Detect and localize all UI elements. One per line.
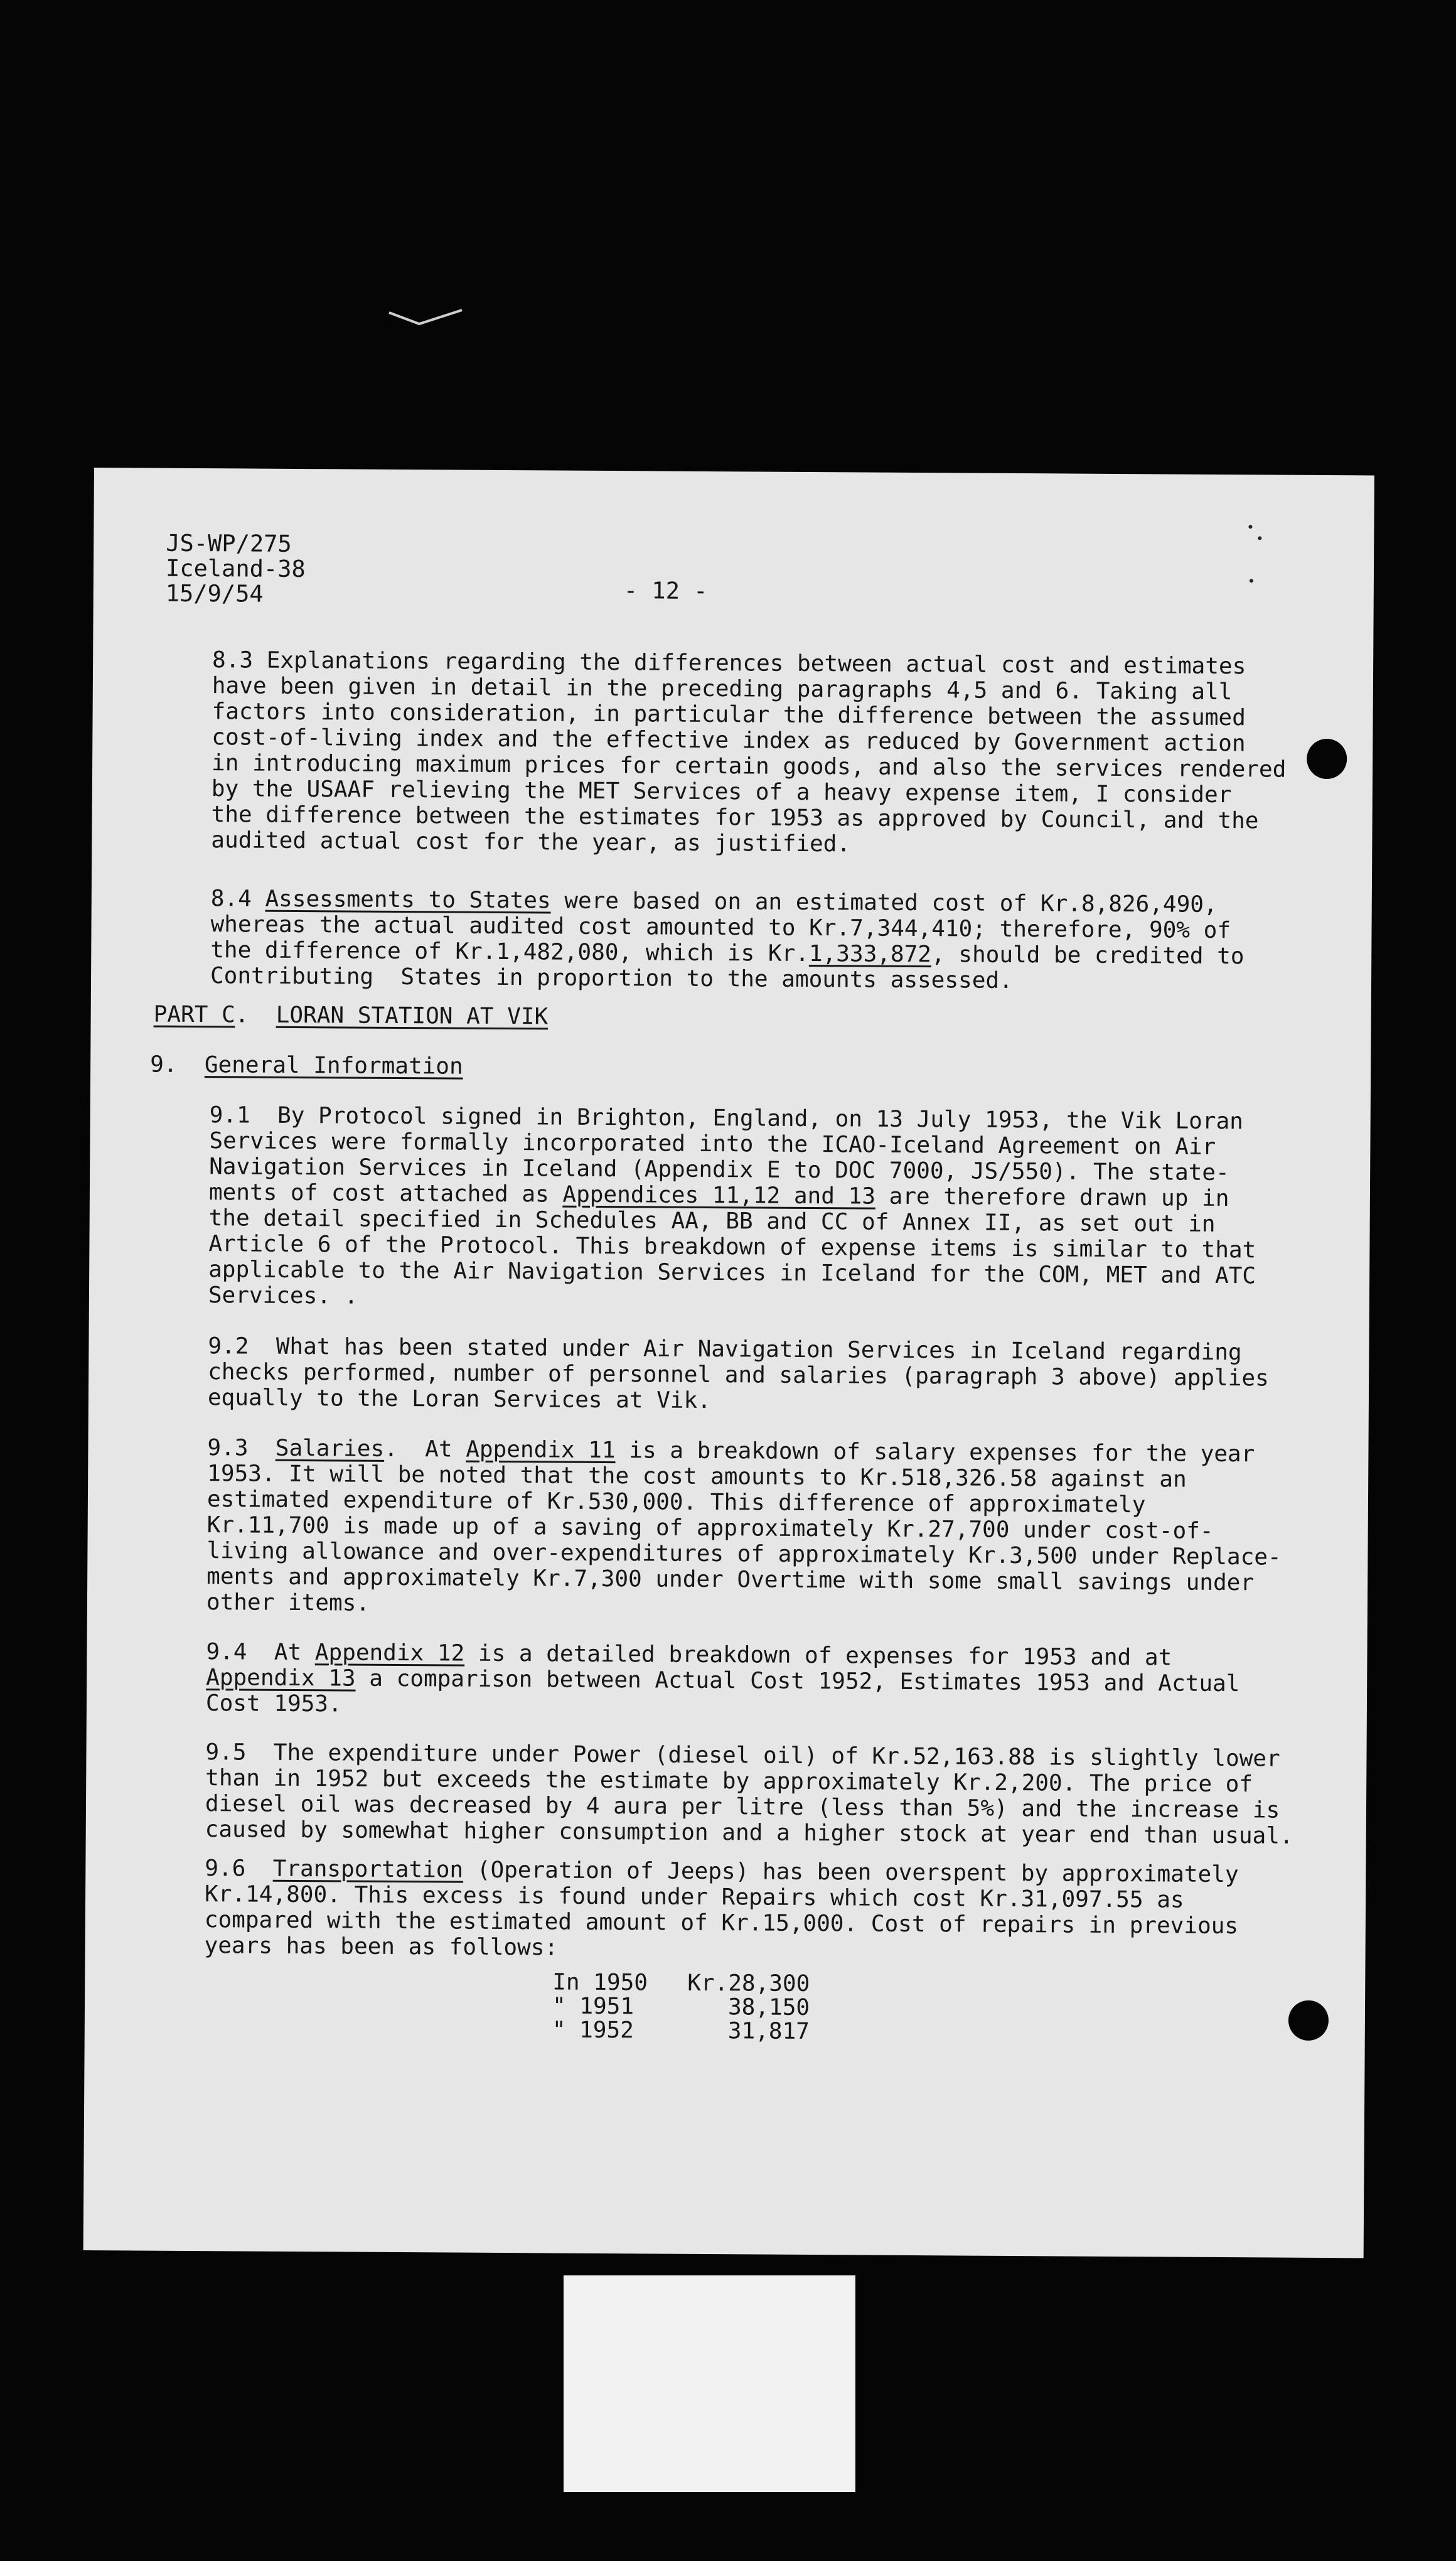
text-line: Services. . xyxy=(208,1282,358,1309)
text-line: Navigation Services in Iceland (Appendix E to DOC 7000, JS/550). The state- xyxy=(209,1154,1229,1186)
document-reference xyxy=(166,531,306,607)
underlined-text: Salaries xyxy=(275,1435,385,1462)
repair-costs-table xyxy=(552,1971,810,2044)
text-line: 9.1 By Protocol signed in Brighton, England, on 13 July 1953, the Vik Loran xyxy=(209,1102,1244,1135)
text-run: were based on an estimated cost of Kr.8,826,490, xyxy=(550,888,1218,918)
text-line: diesel oil was decreased by 4 aura per litre (less than 5%) and the increase is xyxy=(205,1791,1280,1823)
text-line: factors into consideration, in particular the difference between the assumed xyxy=(211,699,1246,731)
amount-cell: Kr.28,300 xyxy=(687,1970,810,1997)
table-row xyxy=(552,2019,810,2044)
paragraph-8-4 xyxy=(210,886,1290,996)
underlined-text: Transportation xyxy=(272,1855,464,1883)
text-line: estimated expenditure of Kr.530,000. This difference of approximately xyxy=(206,1486,1146,1518)
text-line: ments and approximately Kr.7,300 under Overtime with some small savings under xyxy=(206,1564,1255,1596)
text-line: the difference between the estimates for 1953 as approved by Council, and the xyxy=(211,802,1259,834)
text-line: caused by somewhat higher consumption and a higher stock at year end than usual. xyxy=(205,1817,1293,1849)
part-title: LORAN STATION AT VIK xyxy=(276,1002,549,1030)
underlined-text: Appendix 13 xyxy=(206,1665,356,1692)
amount-cell: 38,150 xyxy=(727,1994,810,2021)
paragraph-8-3 xyxy=(211,647,1292,860)
text-line: Cost 1953. xyxy=(205,1690,342,1717)
page-number: - 12 - xyxy=(623,577,708,604)
text-line: applicable to the Air Navigation Services in Iceland for the COM, MET and ATC xyxy=(208,1257,1256,1289)
paragraph-9-2 xyxy=(208,1333,1288,1417)
table-row xyxy=(552,1995,810,2021)
paragraph-9-1 xyxy=(208,1102,1289,1315)
paragraph-9-4 xyxy=(206,1639,1286,1723)
text-run: (Operation of Jeeps) has been overspent by approximately xyxy=(463,1857,1239,1888)
heading-separator: . xyxy=(235,1002,276,1028)
punch-hole xyxy=(1307,739,1347,779)
paragraph-9-5 xyxy=(205,1739,1293,1849)
amount-cell: 31,817 xyxy=(727,2018,810,2045)
text-line: Article 6 of the Protocol. This breakdown of expense items is similar to that xyxy=(208,1231,1256,1264)
part-c-heading xyxy=(154,1002,549,1030)
text-line: Services were formally incorporated into the ICAO-Iceland Agreement on Air xyxy=(209,1128,1216,1160)
text-run: are therefore drawn up in xyxy=(875,1183,1229,1212)
text-run: the difference of Kr.1,482,080, which is Kr. xyxy=(210,937,810,967)
section-title: General Information xyxy=(204,1052,463,1080)
text-line: Kr.11,700 is made up of a saving of approximately Kr.27,700 under cost-of- xyxy=(206,1512,1214,1544)
text-run: 9.4 At xyxy=(206,1639,315,1666)
text-line: 1953. It will be noted that the cost amounts to Kr.518,326.58 against an xyxy=(207,1461,1187,1493)
year-cell: " 1952 xyxy=(552,2017,634,2044)
text-line: years has been as follows: xyxy=(204,1933,559,1961)
document-page xyxy=(83,468,1374,2258)
underlined-text: Appendix 11 xyxy=(466,1436,616,1464)
text-line: audited actual cost for the year, as justified. xyxy=(211,827,851,857)
ref-line: JS-WP/275 xyxy=(166,529,292,557)
speck xyxy=(1248,525,1252,529)
underlined-amount: 1,333,872 xyxy=(808,940,932,968)
text-run: ments of cost attached as xyxy=(208,1179,563,1208)
text-run: . At xyxy=(384,1436,466,1463)
section-number: 9. xyxy=(150,1051,178,1078)
blank-label-slip xyxy=(564,2275,855,2492)
punch-hole xyxy=(1288,2000,1329,2041)
text-run: 9.3 xyxy=(207,1435,276,1461)
text-line: have been given in detail in the preceding paragraphs 4,5 and 6. Taking all xyxy=(211,673,1233,706)
scan-mark xyxy=(388,308,463,326)
underlined-text: Appendix 12 xyxy=(314,1640,465,1667)
text-line: compared with the estimated amount of Kr.15,000. Cost of repairs in previous xyxy=(204,1907,1239,1940)
text-line: the detail specified in Schedules AA, BB and CC of Annex II, as set out in xyxy=(208,1205,1216,1237)
text-run: is a breakdown of salary expenses for the year xyxy=(615,1437,1255,1468)
speck xyxy=(1250,579,1253,583)
text-line: checks performed, number of personnel and salaries (paragraph 3 above) applies xyxy=(208,1359,1269,1392)
text-run: 8.4 xyxy=(210,886,265,912)
text-line: living allowance and over-expenditures of approximately Kr.3,500 under Replace- xyxy=(206,1538,1282,1570)
speck xyxy=(1258,536,1261,540)
text-line: 9.2 What has been stated under Air Navigation Services in Iceland regarding xyxy=(208,1333,1242,1366)
ref-line: 15/9/54 xyxy=(165,579,264,608)
text-line: 8.3 Explanations regarding the differences between actual cost and estimates xyxy=(212,647,1246,680)
text-line: whereas the actual audited cost amounted to Kr.7,344,410; therefore, 90% of xyxy=(210,911,1231,944)
text-line: Kr.14,800. This excess is found under Repairs which cost Kr.31,097.55 as xyxy=(204,1881,1184,1913)
text-line: than in 1952 but exceeds the estimate by approximately Kr.2,200. The price of xyxy=(205,1765,1253,1798)
ref-line: Iceland-38 xyxy=(165,554,306,583)
text-run: is a detailed breakdown of expenses for 1953 and at xyxy=(464,1640,1172,1671)
underlined-text: Appendices 11,12 and 13 xyxy=(562,1181,876,1210)
text-run: a comparison between Actual Cost 1952, Estimates 1953 and Actual xyxy=(355,1665,1240,1697)
text-run: 9.6 xyxy=(205,1855,273,1882)
text-line: equally to the Loran Services at Vik. xyxy=(207,1385,712,1414)
text-line: Contributing States in proportion to the amounts assessed. xyxy=(210,963,1013,994)
text-line: other items. xyxy=(206,1589,370,1616)
paragraph-9-3 xyxy=(206,1435,1287,1622)
text-run: , should be credited to xyxy=(931,942,1245,970)
year-cell: In 1950 xyxy=(552,1969,648,1996)
part-label: PART C xyxy=(153,1001,235,1028)
year-cell: " 1951 xyxy=(552,1993,634,2020)
section-9-heading xyxy=(150,1052,463,1080)
text-line: 9.5 The expenditure under Power (diesel oil) of Kr.52,163.88 is slightly lower xyxy=(205,1739,1280,1772)
text-line: cost-of-living index and the effective index as reduced by Government action xyxy=(211,724,1246,757)
text-line: in introducing maximum prices for certain goods, and also the services rendered xyxy=(211,750,1287,783)
paragraph-9-6 xyxy=(204,1855,1284,1965)
underlined-text: Assessments to States xyxy=(265,886,551,914)
table-row xyxy=(552,1971,810,1997)
text-line: by the USAAF relieving the MET Services of a heavy expense item, I consider xyxy=(211,776,1232,808)
